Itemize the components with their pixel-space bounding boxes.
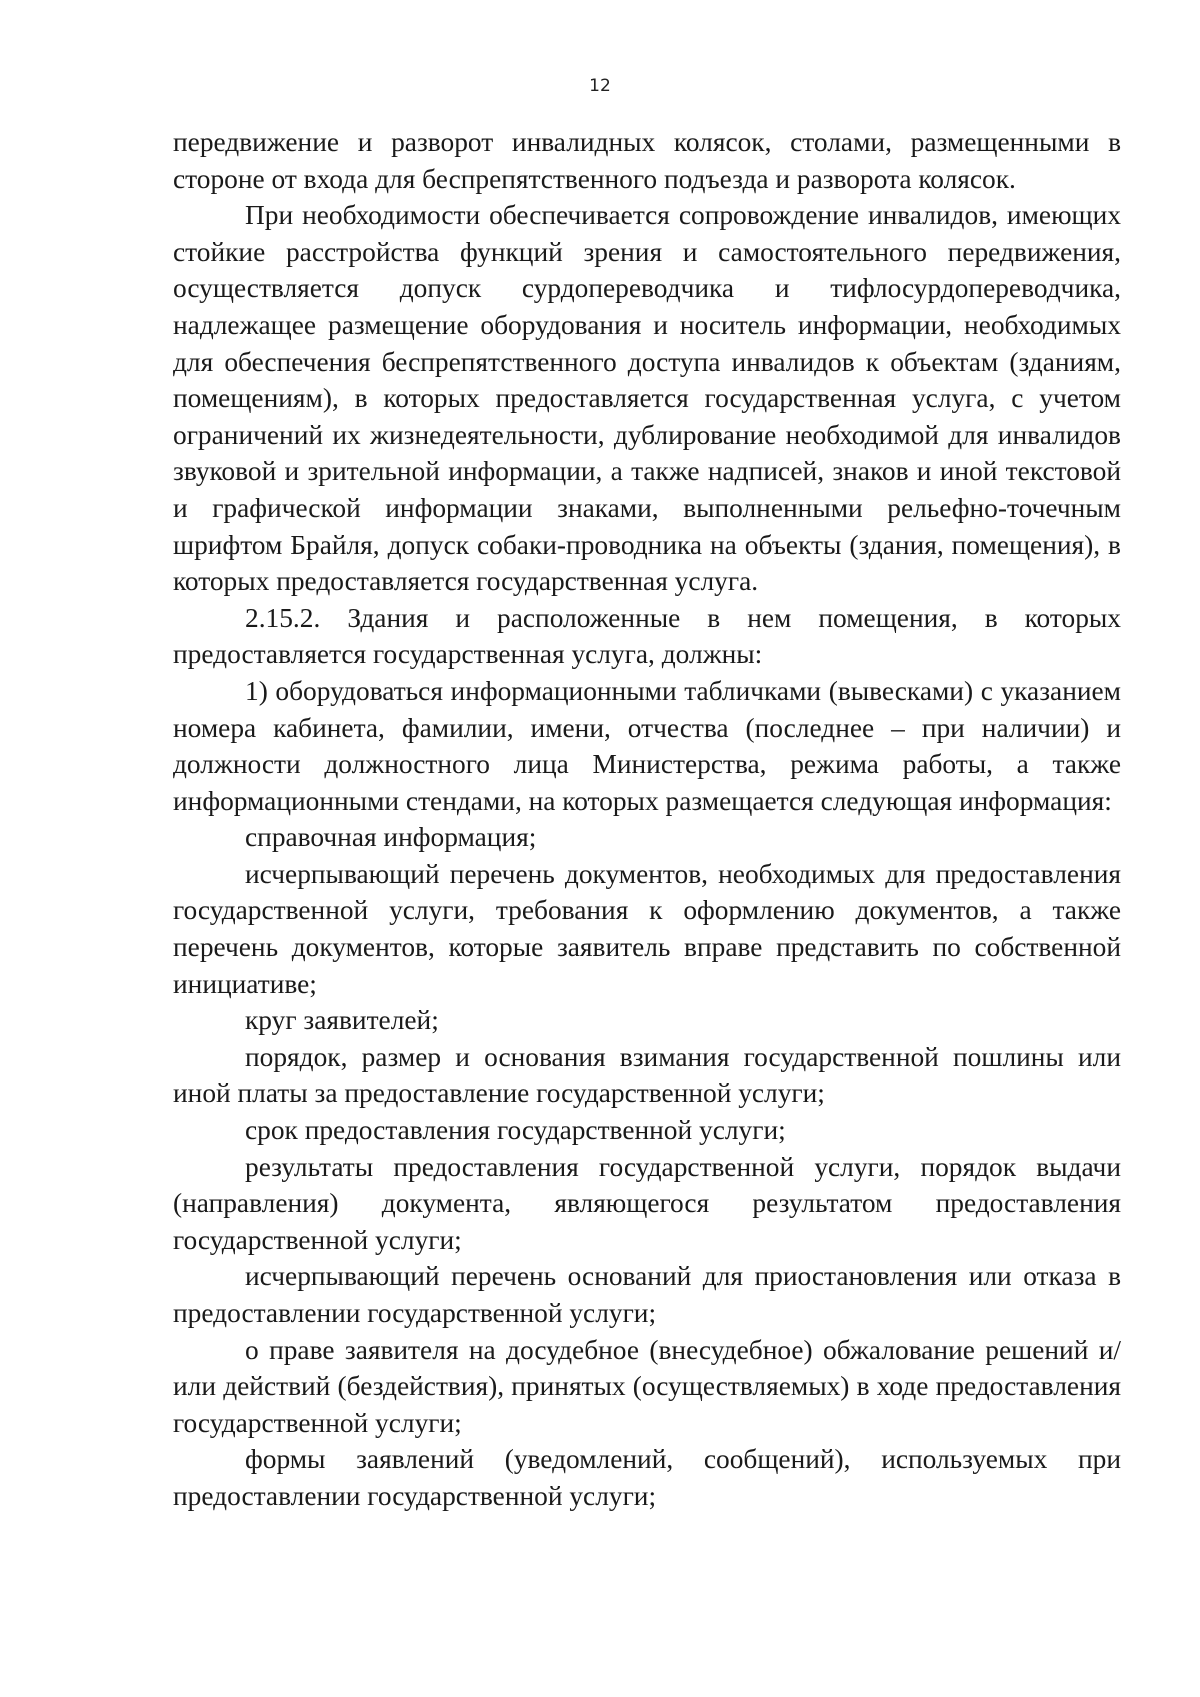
paragraph-accessibility-support: При необходимости обеспечивается сопровождение инвалидов, имеющих стойкие расстройства функций зрения и самостоятельного передвижения, осуществляется допуск сурдопереводчика и тифлосурдопереводчика, надлежащее размещение оборудования и носитель информации, необходимых для обеспечения беспрепятственного доступа инвалидов к объектам (зданиям, помещениям), в которых предоставляется государственная услуга, с учетом ограничений их жизнедеятельности, дублирование необходимой для инвалидов звуковой и зрительной информации, а также надписей, знаков и иной текстовой и графической информации знаками, выполненными рельефно-точечным шрифтом Брайля, допуск собаки-проводника на объекты (здания, помещения), в которых предоставляется государственная услуга. [173,200,1121,597]
list-item: срок предоставления государственной услуги; [245,1115,786,1146]
page-number: 12 [589,76,611,96]
paragraph-item-1: 1) оборудоваться информационными табличками (вывесками) с указанием номера кабинета, фамилии, имени, отчества (последнее – при наличии) и должности должностного лица Министерства, режима работы, а также информационными стендами, на которых размещается следующая информация: [173,675,1121,816]
list-item: о праве заявителя на досудебное (внесудебное) обжалование решений и/или действий (бездействия), принятых (осуществляемых) в ходе предоставления государственной услуги; [173,1334,1121,1438]
paragraph-continuation: передвижение и разворот инвалидных колясок, столами, размещенными в стороне от входа для беспрепятственного подъезда и разворота колясок. [173,127,1121,194]
list-item: круг заявителей; [245,1005,439,1036]
document-body [173,124,1121,1515]
list-item: порядок, размер и основания взимания государственной пошлины или иной платы за предоставление государственной услуги; [173,1041,1121,1109]
list-item: справочная информация; [245,822,537,853]
list-item: результаты предоставления государственной услуги, порядок выдачи (направления) документа, являющегося результатом предоставления государственной услуги; [173,1151,1121,1255]
list-item: исчерпывающий перечень документов, необходимых для предоставления государственной услуги, требования к оформлению документов, а также перечень документов, которые заявитель вправе представить по собственной инициативе; [173,858,1121,999]
list-item: исчерпывающий перечень оснований для приостановления или отказа в предоставлении государственной услуги; [173,1261,1121,1328]
paragraph-2-15-2: 2.15.2. Здания и расположенные в нем помещения, в которых предоставляется государственная услуга, должны: [173,602,1121,670]
list-item: формы заявлений (уведомлений, сообщений), используемых при предоставлении государственной услуги; [173,1444,1121,1511]
